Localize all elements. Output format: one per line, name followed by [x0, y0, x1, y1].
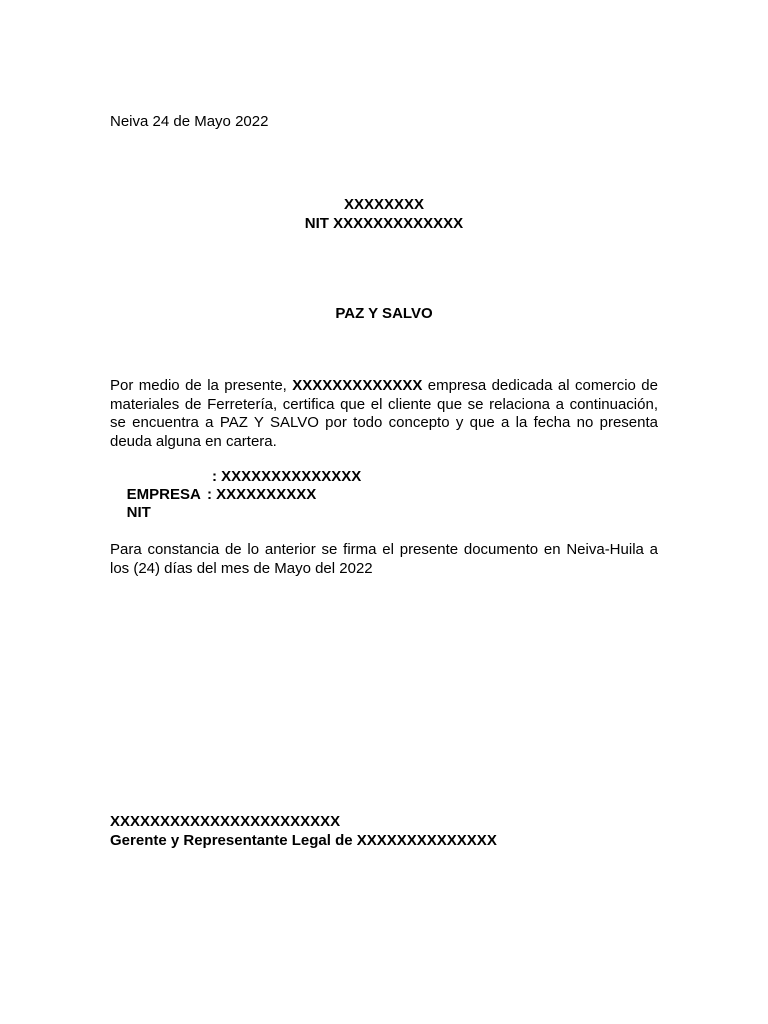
nit-value: : XXXXXXXXXX	[207, 486, 317, 503]
signature-block	[110, 812, 497, 850]
empresa-label: EMPRESA	[126, 486, 201, 503]
signer-role: Gerente y Representante Legal de XXXXXXXXXXXXXX	[110, 832, 497, 849]
intro-paragraph	[110, 377, 658, 451]
nit-label: NIT	[126, 504, 151, 521]
intro-lead: Por medio de la presente,	[110, 377, 293, 394]
intro-rest: empresa dedicada al comercio de materiales de Ferretería, certifica que el cliente que se relaciona a continuación, se encuentra a PAZ Y SALVO por todo concepto y que a la fecha no presenta deuda alguna en cartera.	[110, 377, 658, 450]
company-name: XXXXXXXX	[343, 196, 425, 213]
empresa-value: : XXXXXXXXXXXXXX	[212, 468, 362, 485]
document-title: PAZ Y SALVO	[335, 305, 433, 322]
company-nit: NIT XXXXXXXXXXXXX	[304, 215, 464, 232]
closing-paragraph: Para constancia de lo anterior se firma el presente documento en Neiva-Huila a los (24) días del mes de Mayo del 2022	[110, 541, 658, 577]
intro-company-name: XXXXXXXXXXXXX	[292, 377, 423, 394]
signer-name: XXXXXXXXXXXXXXXXXXXXXXX	[110, 813, 341, 830]
company-header	[0, 195, 768, 233]
date-line: Neiva 24 de Mayo 2022	[110, 113, 269, 130]
